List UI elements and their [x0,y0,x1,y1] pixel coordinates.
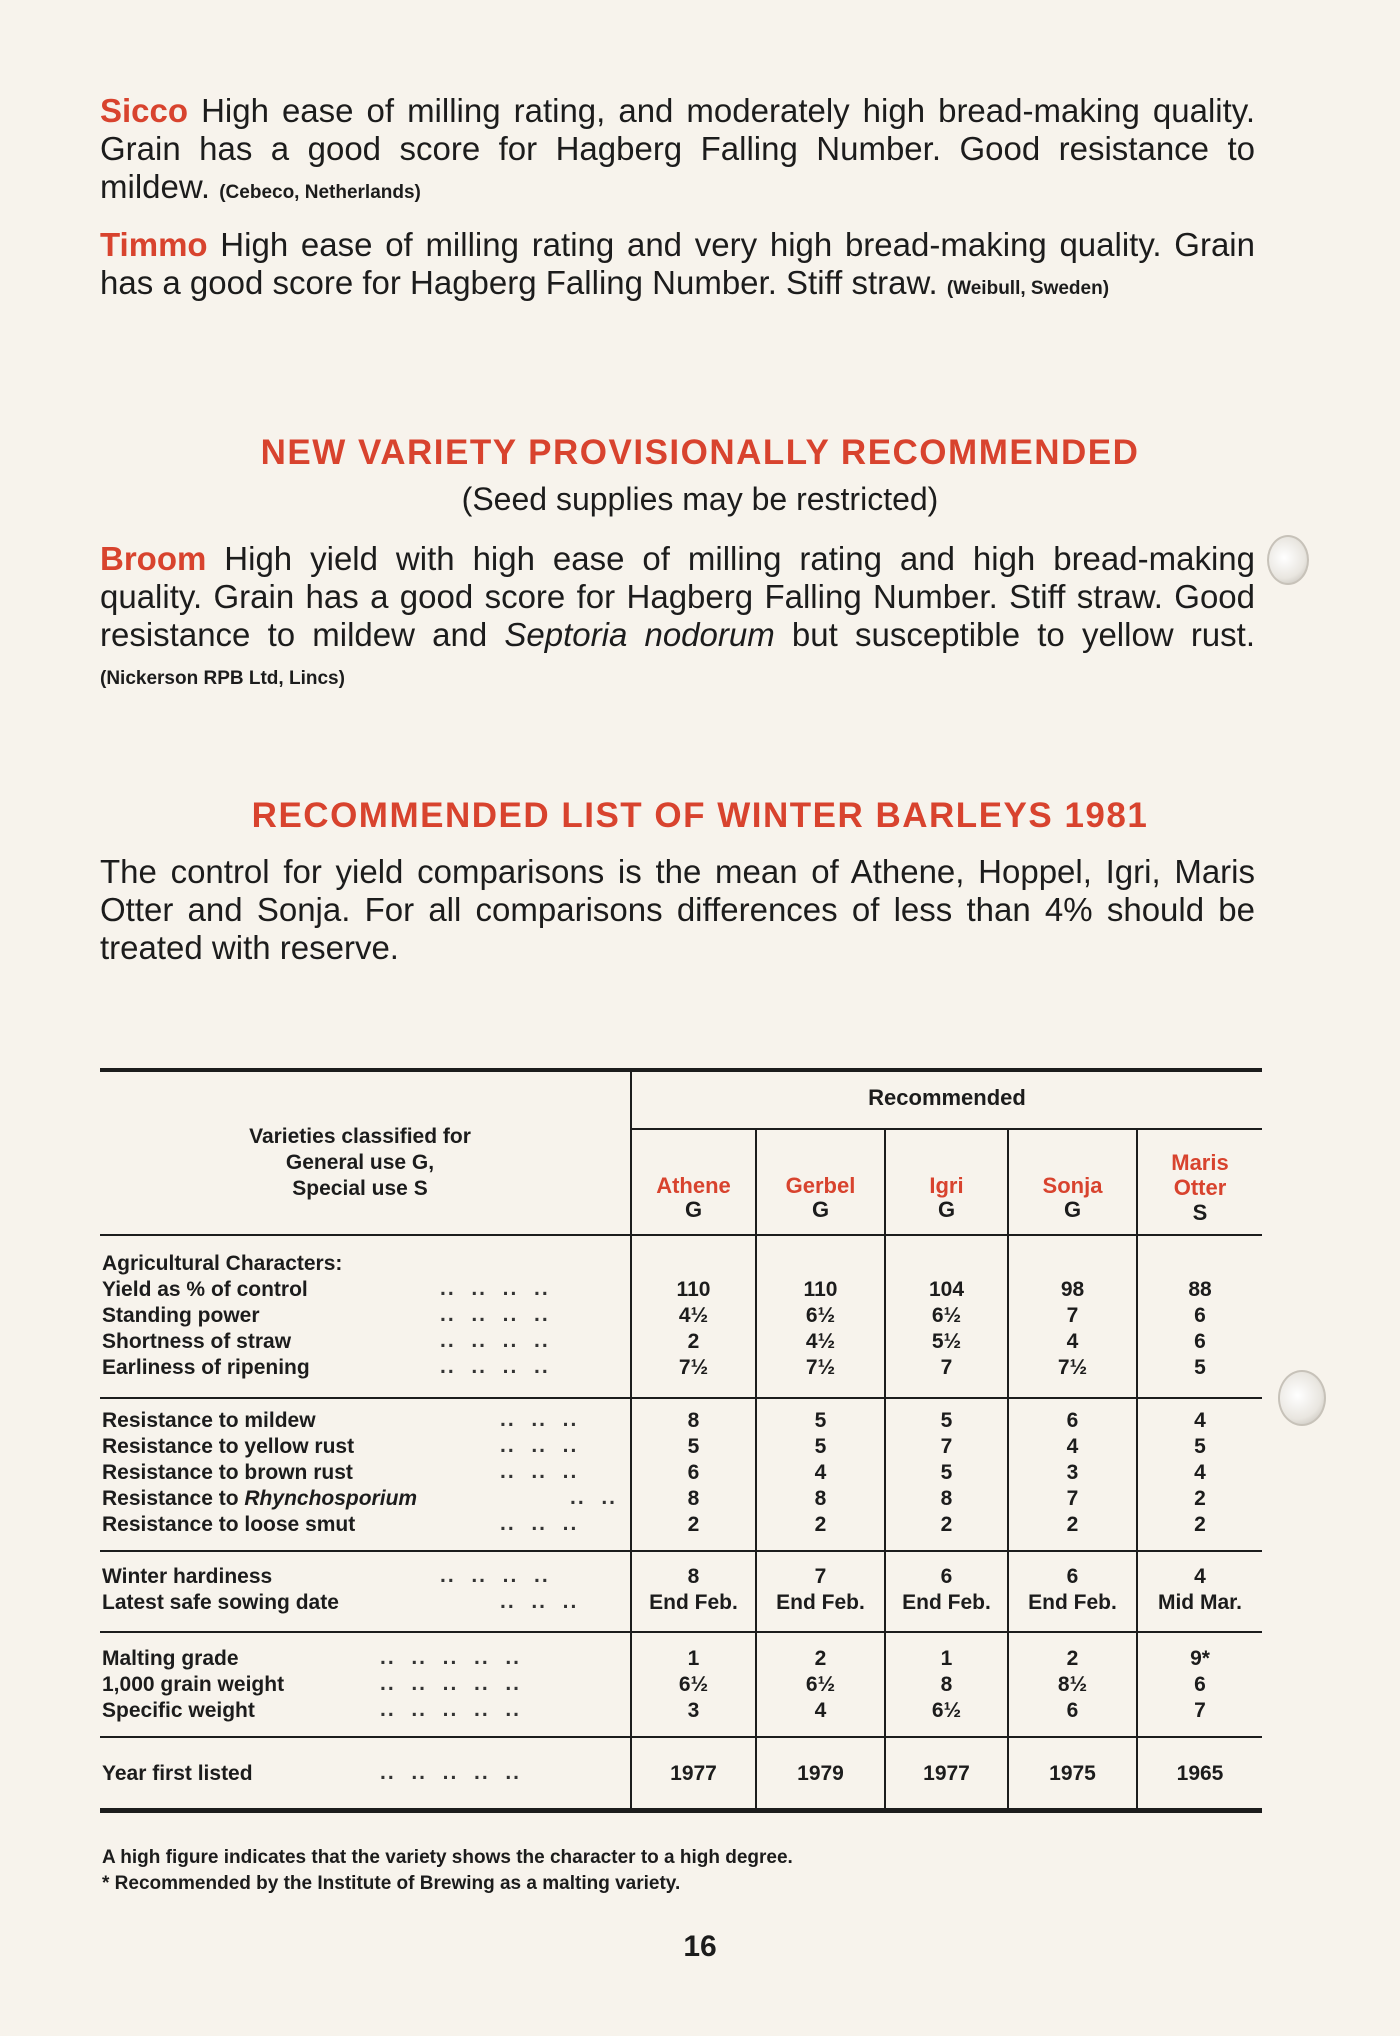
cell: 6½ [678,1673,709,1696]
cell: 4 [1194,1409,1206,1432]
barley-table: Varieties classified for General use G, Special use S Recommended Athene G Gerbel G Igri G Sonja G Maris Otter S Agricultural Characters: Yield as % of control Standing power Shortness of straw Earliness of ripening 110 110 104 98 88 4½ 6½ 6½ 7 6 2 4½ 5½ 4 6 7½ 7½ 7 7½ 5 Resistance to mildew Resistance to yellow rust Resistance to brown rust Resistance to Rhynchosporium Resistance to loose smut 8 5 5 6 4 5 5 7 4 5 6 4 5 3 4 8 8 8 7 2 2 2 2 2 2 Winter hardiness Latest safe sowing date 8 7 6 6 4 End Feb. End Feb. End Feb. End Feb. Mid Mar. Malting grade 1,000 grain weight Specific weight 1 2 1 2 9* 6½ 6½ 8 8½ 6 3 4 6½ 6 7 Year first listed 1977 1979 1977 1975 1965 .. .. .. .. .. .. .. .. .. .. .. .. .. .. .. .. .. .. .. .. .. .. .. .. .. .. .. .. .. .. .. .. .. .. .. .. .. .. .. .. .. .. .. .. .. .. .. .. .. .. .. .. .. .. .. .. .. [100,1068,1262,1816]
column-name: Igri [929,1173,964,1198]
cell: 4 [814,1699,827,1722]
column-use: G [937,1197,956,1222]
cell: 4 [1066,1330,1079,1353]
table-bottom-rule [100,1808,1262,1813]
row-label: Winter hardiness [102,1565,273,1588]
cell: 8 [814,1487,827,1510]
variety-name: Sicco [100,92,189,129]
cell: End Feb. [776,1591,865,1614]
cell: 1 [940,1647,953,1670]
cell: 104 [928,1278,965,1301]
cell: 2 [687,1513,700,1536]
cell: 6 [1066,1699,1079,1722]
cell: 6½ [805,1673,836,1696]
row-label: Specific weight [102,1699,255,1722]
cell: 7 [940,1356,953,1379]
variety-entry-broom [100,540,1255,698]
divider [630,1128,1262,1130]
row-label: Resistance to loose smut [102,1513,356,1536]
cell: 5 [814,1435,827,1458]
cell: 2 [814,1513,827,1536]
cell: 7 [1066,1304,1079,1327]
cell: End Feb. [902,1591,991,1614]
cell: 7 [814,1565,827,1588]
cell: 5½ [931,1330,962,1353]
cell: 6 [1194,1330,1206,1353]
row-label: Standing power [102,1304,260,1327]
cell: 4 [1194,1461,1206,1484]
variety-entry-sicco [100,92,1255,212]
variety-description: High ease of milling rating, and moderately high bread-making quality. Grain has a good score for Hagberg Falling Number. Good resistance to mildew. [100,92,1255,205]
cell: 6½ [931,1699,962,1722]
column-header-igri [886,1174,1007,1222]
cell: 1 [687,1647,700,1670]
table-top-rule [100,1068,1262,1072]
variety-description-italic: Septoria nodorum [504,616,775,653]
cell: 8 [687,1487,700,1510]
cell: 7½ [1057,1356,1088,1379]
cell: 7½ [678,1356,709,1379]
variety-name: Broom [100,540,207,577]
corner-line: General use G, [285,1151,435,1174]
variety-description-end: but susceptible to yellow rust. [774,616,1255,653]
row-label: Latest safe sowing date [102,1591,339,1614]
column-header-maris-otter [1138,1150,1262,1225]
cell: 5 [814,1409,827,1432]
variety-name: Timmo [100,226,208,263]
cell: 6 [687,1461,700,1484]
cell: 8 [940,1673,953,1696]
cell: 110 [676,1278,711,1301]
cell: 6½ [931,1304,962,1327]
cell: 98 [1060,1278,1085,1301]
column-header-gerbel [757,1174,884,1222]
cell: 1977 [670,1762,717,1785]
cell: 5 [940,1461,953,1484]
column-use: S [1192,1200,1208,1225]
cell: 8 [687,1565,700,1588]
cell: 2 [1194,1487,1206,1510]
corner-line: Special use S [292,1177,428,1200]
row-label: Resistance to brown rust [102,1461,353,1484]
cell: 7 [940,1435,953,1458]
corner-header [120,1124,600,1202]
cell: End Feb. [649,1591,738,1614]
column-name: Gerbel [785,1173,856,1198]
cell: 1975 [1049,1762,1096,1785]
cell: 5 [940,1409,953,1432]
row-label: 1,000 grain weight [102,1673,285,1696]
section-title: Agricultural Characters: [102,1252,343,1275]
cell: 88 [1188,1278,1212,1301]
column-use: G [1063,1197,1082,1222]
column-name: Maris Otter [1171,1150,1229,1200]
cell: 2 [1066,1647,1079,1670]
variety-entry-timmo [100,226,1255,308]
cell: 4½ [805,1330,836,1353]
cell: 4 [1194,1565,1206,1588]
cell: 5 [1194,1435,1206,1458]
corner-line: Varieties classified for [249,1125,471,1148]
row-label: Resistance to mildew [102,1409,316,1432]
row-label: Malting grade [102,1647,239,1670]
cell: 8 [940,1487,953,1510]
divider [100,1631,1262,1633]
cell: 2 [940,1513,953,1536]
cell: 2 [1066,1513,1079,1536]
cell: 1979 [797,1762,844,1785]
variety-source: (Cebeco, Netherlands) [219,182,421,203]
cell: 6 [1066,1409,1079,1432]
variety-description: High yield with high ease of milling rating and high bread-making quality. Grain has a good score for Hagberg Falling Number. Stiff straw. Good resistance to mildew and [100,540,1255,653]
row-label: Shortness of straw [102,1330,292,1353]
cell: Mid Mar. [1157,1591,1242,1614]
page-number: 16 [683,1930,717,1963]
footnote: A high figure indicates that the variety shows the character to a high degree. [102,1847,793,1868]
cell: 4 [814,1461,827,1484]
column-name: Athene [656,1173,731,1198]
cell: 3 [687,1699,700,1722]
cell: 1977 [923,1762,970,1785]
cell: 5 [1194,1356,1206,1379]
divider [100,1397,1262,1399]
cell: 3 [1066,1461,1079,1484]
variety-source: (Nickerson RPB Ltd, Lincs) [100,668,345,689]
cell: 1965 [1176,1762,1224,1785]
row-label-rhynchosporium [102,1486,417,1512]
cell: 9* [1190,1647,1210,1670]
divider [100,1736,1262,1738]
cell: 4½ [678,1304,709,1327]
barleys-heading: RECOMMENDED LIST OF WINTER BARLEYS 1981 [251,796,1149,835]
cell: 7½ [805,1356,836,1379]
provisional-heading: NEW VARIETY PROVISIONALLY RECOMMENDED [260,433,1140,472]
cell: 2 [687,1330,700,1353]
row-label: Earliness of ripening [102,1356,310,1379]
cell: 4 [1066,1435,1079,1458]
cell: 2 [1194,1513,1206,1536]
cell: 6 [1194,1304,1206,1327]
column-name: Sonja [1042,1173,1103,1198]
row-label: Resistance to yellow rust [102,1435,355,1458]
row-label-italic: Rhynchosporium [244,1487,418,1510]
binder-ring-icon [1278,1370,1326,1426]
column-header-sonja [1009,1174,1136,1222]
cell: End Feb. [1028,1591,1117,1614]
group-header: Recommended [868,1085,1026,1110]
column-use: G [684,1197,703,1222]
divider [100,1550,1262,1552]
cell: 110 [803,1278,838,1301]
row-label: Year first listed [102,1762,253,1785]
footnote: * Recommended by the Institute of Brewing as a malting variety. [102,1873,681,1894]
cell: 8½ [1057,1673,1088,1696]
divider [100,1234,1262,1236]
cell: 6 [940,1565,953,1588]
provisional-subheading: (Seed supplies may be restricted) [461,481,939,517]
variety-description: High ease of milling rating and very high bread-making quality. Grain has a good score for Hagberg Falling Number. Stiff straw. [100,226,1255,301]
cell: 2 [814,1647,827,1670]
barleys-intro: The control for yield comparisons is the mean of Athene, Hoppel, Igri, Maris Otter and Sonja. For all comparisons differences of less than 4% should be treated with reserve. [100,853,1255,966]
cell: 7 [1194,1699,1206,1722]
row-label-text: Resistance to [102,1487,245,1510]
cell: 6 [1194,1673,1206,1696]
cell: 5 [687,1435,700,1458]
cell: 6½ [805,1304,836,1327]
row-label: Yield as % of control [102,1278,308,1301]
cell: 8 [687,1409,700,1432]
cell: 7 [1066,1487,1079,1510]
column-header-athene [632,1174,755,1222]
cell: 6 [1066,1565,1079,1588]
variety-source: (Weibull, Sweden) [946,278,1110,299]
binder-ring-icon [1267,535,1309,585]
column-use: G [811,1197,830,1222]
